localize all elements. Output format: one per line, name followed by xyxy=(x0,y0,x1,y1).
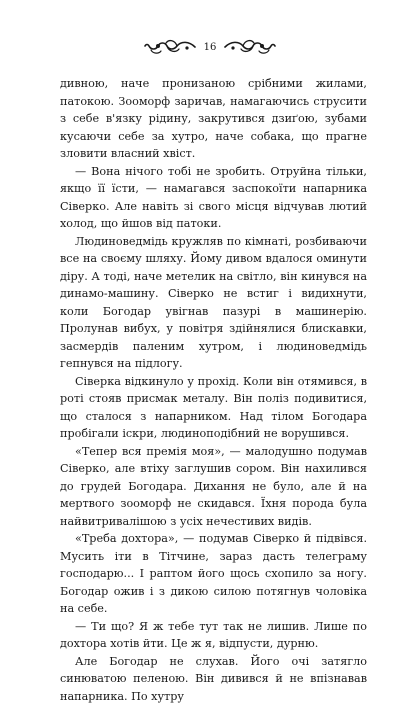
paragraph: — Вона нічого тобі не зробить. Отруйна тільки, якщо її їсти, — намагався заспокоїти напарника Сіверко. Але навіть зі свого місця відчував лютий холод, що йшов від патоки. xyxy=(60,163,367,233)
page-number: 16 xyxy=(203,42,217,53)
paragraph: Людиноведмідь кружляв по кімнаті, розбиваючи все на своєму шляху. Йому дивом вдалося оминути діру. А тоді, наче метелик на світло, він кинувся на динамо-машину. Сіверко не встиг і видихнути, коли Богодар увігнав пазурі в машинерію. Пролунав вибух, у повітря здійнялися блискавки, засмердів паленим хутром, і людиноведмідь гепнувся на підлогу. xyxy=(60,233,367,373)
paragraph: — Ти що? Я ж тебе тут так не лишив. Лише по дохтора хотів йти. Це ж я, відпусти, дурню. xyxy=(60,618,367,653)
paragraph: «Тепер вся премія моя», — малодушно подумав Сіверко, але втіху заглушив сором. Він нахилився до грудей Богодара. Дихання не було, але й на мертвого зооморф не скидався. Їхня порода була найвитривалішою з усіх нечестивих видів. xyxy=(60,443,367,531)
body-text xyxy=(60,75,367,705)
paragraph: Але Богодар не слухав. Його очі затягло синюватою пеленою. Він дивився й не впізнавав напарника. По хутру xyxy=(60,653,367,705)
paragraph: Сіверка відкинуло у прохід. Коли він отямився, в роті стояв присмак металу. Він поліз подивитися, що сталося з напарником. Над тілом Богодара пробігали іскри, людиноподібний не ворушився. xyxy=(60,373,367,443)
paragraph: дивною, наче пронизаною срібними жилами, патокою. Зооморф заричав, намагаючись струсити з себе в'язку рідину, закрутився дзиґою, зубами кусаючи себе за хутро, наче собака, що прагне зловити власний хвіст. xyxy=(60,75,367,163)
page-header xyxy=(0,36,420,58)
left-flourish-ornament-icon xyxy=(143,38,197,56)
right-flourish-ornament-icon xyxy=(223,38,277,56)
paragraph: «Треба дохтора», — подумав Сіверко й підвівся. Мусить іти в Тітчине, зараз дасть телеграму господарю... І раптом його щось схопило за ногу. Богодар ожив і з дикою силою потягнув чоловіка на себе. xyxy=(60,530,367,618)
